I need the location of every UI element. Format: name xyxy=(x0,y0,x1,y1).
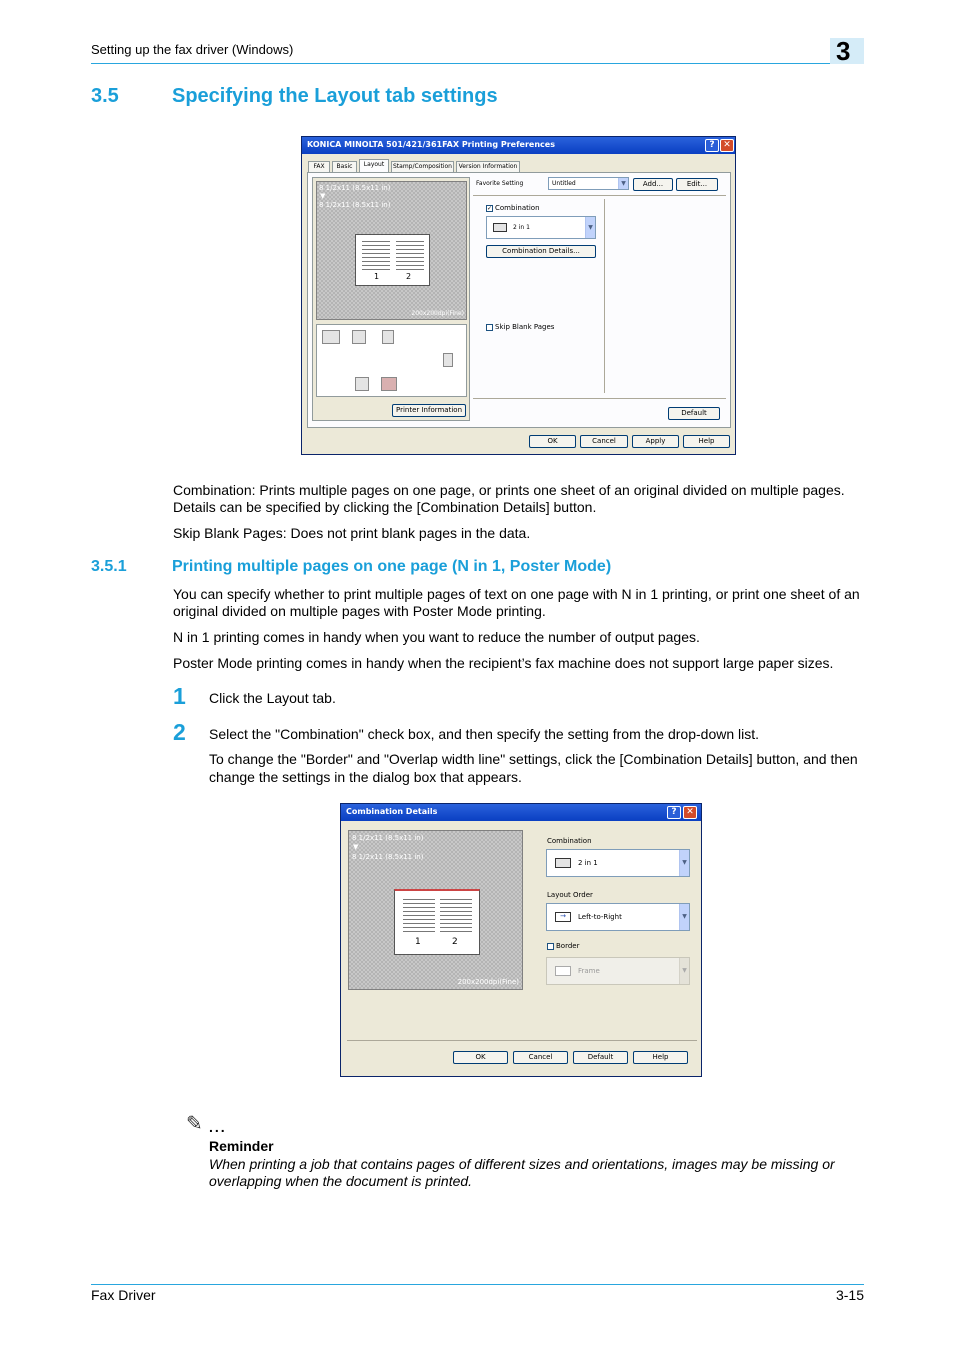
note-dots: ... xyxy=(209,1119,227,1135)
footer-rule xyxy=(91,1284,864,1285)
apply-button[interactable]: Apply xyxy=(632,435,679,448)
footer-title: Fax Driver xyxy=(91,1287,156,1303)
paper-size-original: 8 1/2x11 (8.5x11 in) xyxy=(352,834,424,842)
paper-size-output: 8 1/2x11 (8.5x11 in) xyxy=(352,853,424,861)
step-number-1: 1 xyxy=(173,683,186,709)
arrow-down-icon: ▼ xyxy=(353,843,359,851)
chapter-number: 3 xyxy=(836,36,851,66)
account-icon xyxy=(381,377,397,391)
text-lines xyxy=(396,241,424,271)
tab-basic[interactable]: Basic xyxy=(332,161,357,172)
close-icon[interactable]: ✕ xyxy=(683,806,697,819)
reminder-heading: Reminder xyxy=(209,1138,274,1154)
dialog-divider xyxy=(347,1040,697,1041)
resolution-label: 200x200dpi(Fine) xyxy=(411,310,464,317)
chevron-down-icon: ▼ xyxy=(679,958,689,984)
subsection-heading xyxy=(91,558,612,576)
page-number-1: 1 xyxy=(374,272,380,281)
combination-select[interactable] xyxy=(486,216,596,239)
step-text-1: Click the Layout tab. xyxy=(209,690,336,706)
paper-size-original: 8 1/2x11 (8.5x11 in) xyxy=(319,184,391,192)
chevron-down-icon: ▼ xyxy=(679,850,689,876)
combination-label: Combination xyxy=(547,837,592,845)
text-lines xyxy=(440,899,472,933)
user-icon xyxy=(355,377,369,391)
favorite-setting-select[interactable] xyxy=(548,177,629,190)
border-label: Border xyxy=(556,942,580,950)
page-number-1: 1 xyxy=(415,937,421,947)
help-button[interactable]: Help xyxy=(633,1051,688,1064)
dialog-title: Combination Details xyxy=(341,804,701,821)
subsection-paragraph-1: You can specify whether to print multiple pages of text on one page with N in 1 printing, or print one sheet of an original divided on multiple pages with Poster Mode printing. xyxy=(173,586,860,619)
cancel-button[interactable]: Cancel xyxy=(580,435,628,448)
layout-order-value: Left-to-Right xyxy=(578,913,622,921)
tab-layout[interactable]: Layout xyxy=(359,159,389,173)
step-subtext-2: To change the "Border" and "Overlap width line" settings, click the [Combination Details] button, and then change the settings in the dialog box that appears. xyxy=(209,751,858,785)
tray-icon xyxy=(322,330,340,344)
text-lines xyxy=(403,899,435,933)
running-header: Setting up the fax driver (Windows) xyxy=(91,42,294,57)
page-number: 3-15 xyxy=(835,1287,864,1303)
step-number-2: 2 xyxy=(173,719,186,745)
favorite-setting-value: Untitled xyxy=(552,180,576,187)
frame-icon xyxy=(555,966,571,976)
section-heading xyxy=(91,85,498,108)
finisher-icon xyxy=(352,330,366,344)
page-preview xyxy=(316,181,467,320)
printer-information-button[interactable]: Printer Information xyxy=(392,404,466,417)
layout-order-select[interactable] xyxy=(546,903,690,931)
border-checkbox[interactable] xyxy=(547,942,579,950)
combination-label: Combination xyxy=(495,204,540,212)
page-preview xyxy=(348,830,523,990)
default-button[interactable]: Default xyxy=(573,1051,628,1064)
preview-paper xyxy=(394,889,480,955)
resolution-label: 200x200dpi(Fine) xyxy=(457,978,519,986)
help-icon[interactable]: ? xyxy=(705,139,719,152)
skip-blank-pages-checkbox[interactable] xyxy=(486,323,554,331)
help-icon[interactable]: ? xyxy=(667,806,681,819)
header-rule xyxy=(91,63,864,64)
pencil-icon: ✎ xyxy=(186,1113,203,1135)
text-lines xyxy=(362,241,390,271)
step-text-2: Select the "Combination" check box, and then specify the setting from the drop-down list. xyxy=(209,726,760,742)
combination-details-dialog xyxy=(340,803,702,1077)
cancel-button[interactable]: Cancel xyxy=(513,1051,568,1064)
combination-select[interactable] xyxy=(546,849,690,877)
add-favorite-button[interactable]: Add... xyxy=(633,178,673,191)
tab-stamp-composition[interactable]: Stamp/Composition xyxy=(391,161,454,172)
combination-checkbox[interactable] xyxy=(486,204,540,212)
chevron-down-icon: ▼ xyxy=(618,178,628,189)
subsection-number: 3.5.1 xyxy=(91,558,127,575)
ok-button[interactable]: OK xyxy=(529,435,576,448)
check-icon: ✓ xyxy=(487,204,493,212)
chevron-down-icon: ▼ xyxy=(679,904,689,930)
skip-blank-pages-label: Skip Blank Pages xyxy=(495,323,555,331)
reminder-text: When printing a job that contains pages of different sizes and orientations, images may be missing or overlapping when the document is printed. xyxy=(209,1156,835,1189)
page-number-2: 2 xyxy=(452,937,458,947)
combination-value: 2 in 1 xyxy=(513,224,530,231)
favorite-setting-label: Favorite Setting xyxy=(476,180,524,187)
border-select xyxy=(546,957,690,985)
paper-size-output: 8 1/2x11 (8.5x11 in) xyxy=(319,201,391,209)
settings-divider xyxy=(473,398,726,399)
printing-preferences-dialog xyxy=(301,136,736,455)
tab-fax[interactable]: FAX xyxy=(308,161,330,172)
skip-blank-description: Skip Blank Pages: Does not print blank pages in the data. xyxy=(173,525,531,541)
combination-description: Combination: Prints multiple pages on one page, or prints one sheet of an original divided on multiple pages. Details can be specified by clicking the [Combination Details] button. xyxy=(173,482,845,515)
device-status-pane xyxy=(316,324,467,397)
border-value: Frame xyxy=(578,967,600,975)
settings-divider-vertical xyxy=(604,199,605,393)
layout-order-label: Layout Order xyxy=(547,891,593,899)
edit-favorite-button[interactable]: Edit... xyxy=(676,178,718,191)
subsection-paragraph-3: Poster Mode printing comes in handy when the recipient’s fax machine does not support large paper sizes. xyxy=(173,655,834,671)
help-button[interactable]: Help xyxy=(683,435,730,448)
settings-divider xyxy=(473,195,726,196)
combination-value: 2 in 1 xyxy=(578,859,598,867)
arrow-right-icon: → xyxy=(555,912,571,922)
tab-version-information[interactable]: Version Information xyxy=(456,161,520,172)
combination-details-button[interactable]: Combination Details... xyxy=(486,245,596,258)
page-number-2: 2 xyxy=(406,272,412,281)
stapler-icon xyxy=(382,330,394,344)
arrow-down-icon: ▼ xyxy=(320,192,326,200)
chevron-down-icon: ▼ xyxy=(585,217,595,238)
checkbox-icon xyxy=(547,943,554,950)
ok-button[interactable]: OK xyxy=(453,1051,508,1064)
preview-paper xyxy=(355,234,430,286)
subsection-title: Printing multiple pages on one page (N in 1, Poster Mode) xyxy=(172,558,612,575)
section-number: 3.5 xyxy=(91,85,119,107)
section-title: Specifying the Layout tab settings xyxy=(172,85,498,107)
dialog-title: KONICA MINOLTA 501/421/361FAX Printing Preferences xyxy=(302,137,735,154)
close-icon[interactable]: ✕ xyxy=(720,139,734,152)
default-button[interactable]: Default xyxy=(668,407,720,420)
2in1-icon xyxy=(493,223,507,232)
document-icon xyxy=(443,353,453,367)
2in1-icon xyxy=(555,858,571,868)
subsection-paragraph-2: N in 1 printing comes in handy when you want to reduce the number of output pages. xyxy=(173,629,700,645)
checkbox-icon xyxy=(486,324,493,331)
